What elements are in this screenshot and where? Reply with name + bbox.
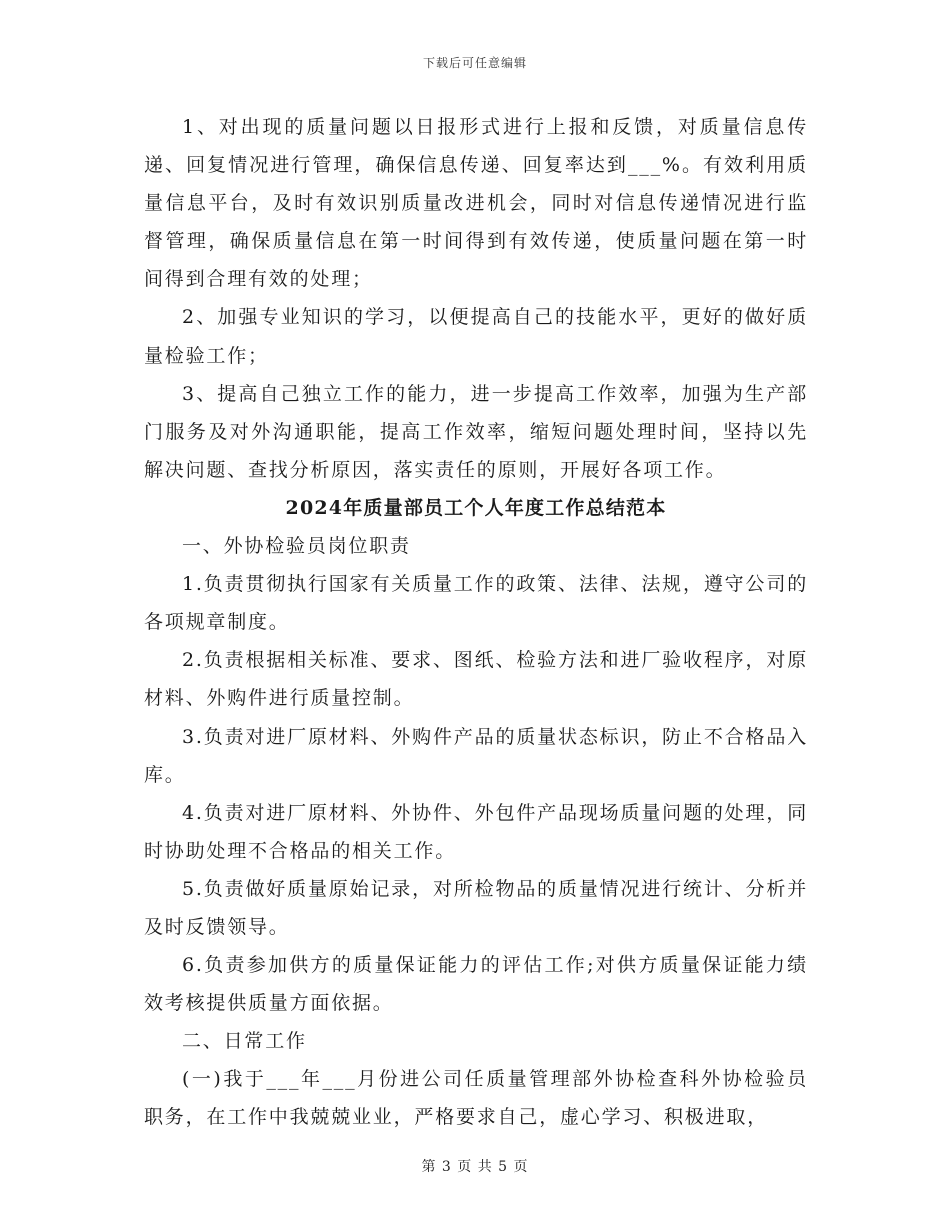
duty-item-1: 1.负责贯彻执行国家有关质量工作的政策、法律、法规，遵守公司的各项规章制度。	[144, 573, 808, 634]
page-number: 第 3 页 共 5 页	[421, 1159, 529, 1175]
daily-work-item-1: (一)我于___年___月份进公司任质量管理部外协检查科外协检验员职务，在工作中我兢兢业业，严格要求自己，虚心学习、积极进取，	[144, 1068, 808, 1129]
paragraph-item-3: 3、提高自己独立工作的能力，进一步提高工作效率，加强为生产部门服务及对外沟通职能，提高工作效率，缩短问题处理时间，坚持以先解决问题、查找分析原因，落实责任的原则，开展好各项工作。	[144, 382, 808, 481]
duty-item-6: 6.负责参加供方的质量保证能力的评估工作;对供方质量保证能力绩效考核提供质量方面依据。	[144, 954, 808, 1015]
duty-item-2: 2.负责根据相关标准、要求、图纸、检验方法和进厂验收程序，对原材料、外购件进行质量控制。	[144, 649, 808, 710]
duty-item-4: 4.负责对进厂原材料、外协件、外包件产品现场质量问题的处理，同时协助处理不合格品的相关工作。	[144, 801, 808, 862]
page-header-note: 下载后可任意编辑	[422, 56, 527, 70]
paragraph-item-1: 1、对出现的质量问题以日报形式进行上报和反馈，对质量信息传递、回复情况进行管理，确保信息传递、回复率达到___%。有效利用质量信息平台，及时有效识别质量改进机会，同时对信息传递情况进行监督管理，确保质量信息在第一时间得到有效传递，使质量问题在第一时间得到合理有效的处理；	[144, 116, 808, 291]
paragraph-item-2: 2、加强专业知识的学习，以便提高自己的技能水平，更好的做好质量检验工作；	[144, 306, 808, 367]
section-heading-duties: 一、外协检验员岗位职责	[182, 535, 411, 558]
section-title: 2024年质量部员工个人年度工作总结范本	[285, 496, 667, 519]
duty-item-3: 3.负责对进厂原材料、外购件产品的质量状态标识，防止不合格品入库。	[144, 725, 808, 786]
duty-item-5: 5.负责做好质量原始记录，对所检物品的质量情况进行统计、分析并及时反馈领导。	[144, 877, 808, 938]
section-heading-daily-work: 二、日常工作	[182, 1030, 307, 1053]
document-body	[144, 108, 808, 1137]
